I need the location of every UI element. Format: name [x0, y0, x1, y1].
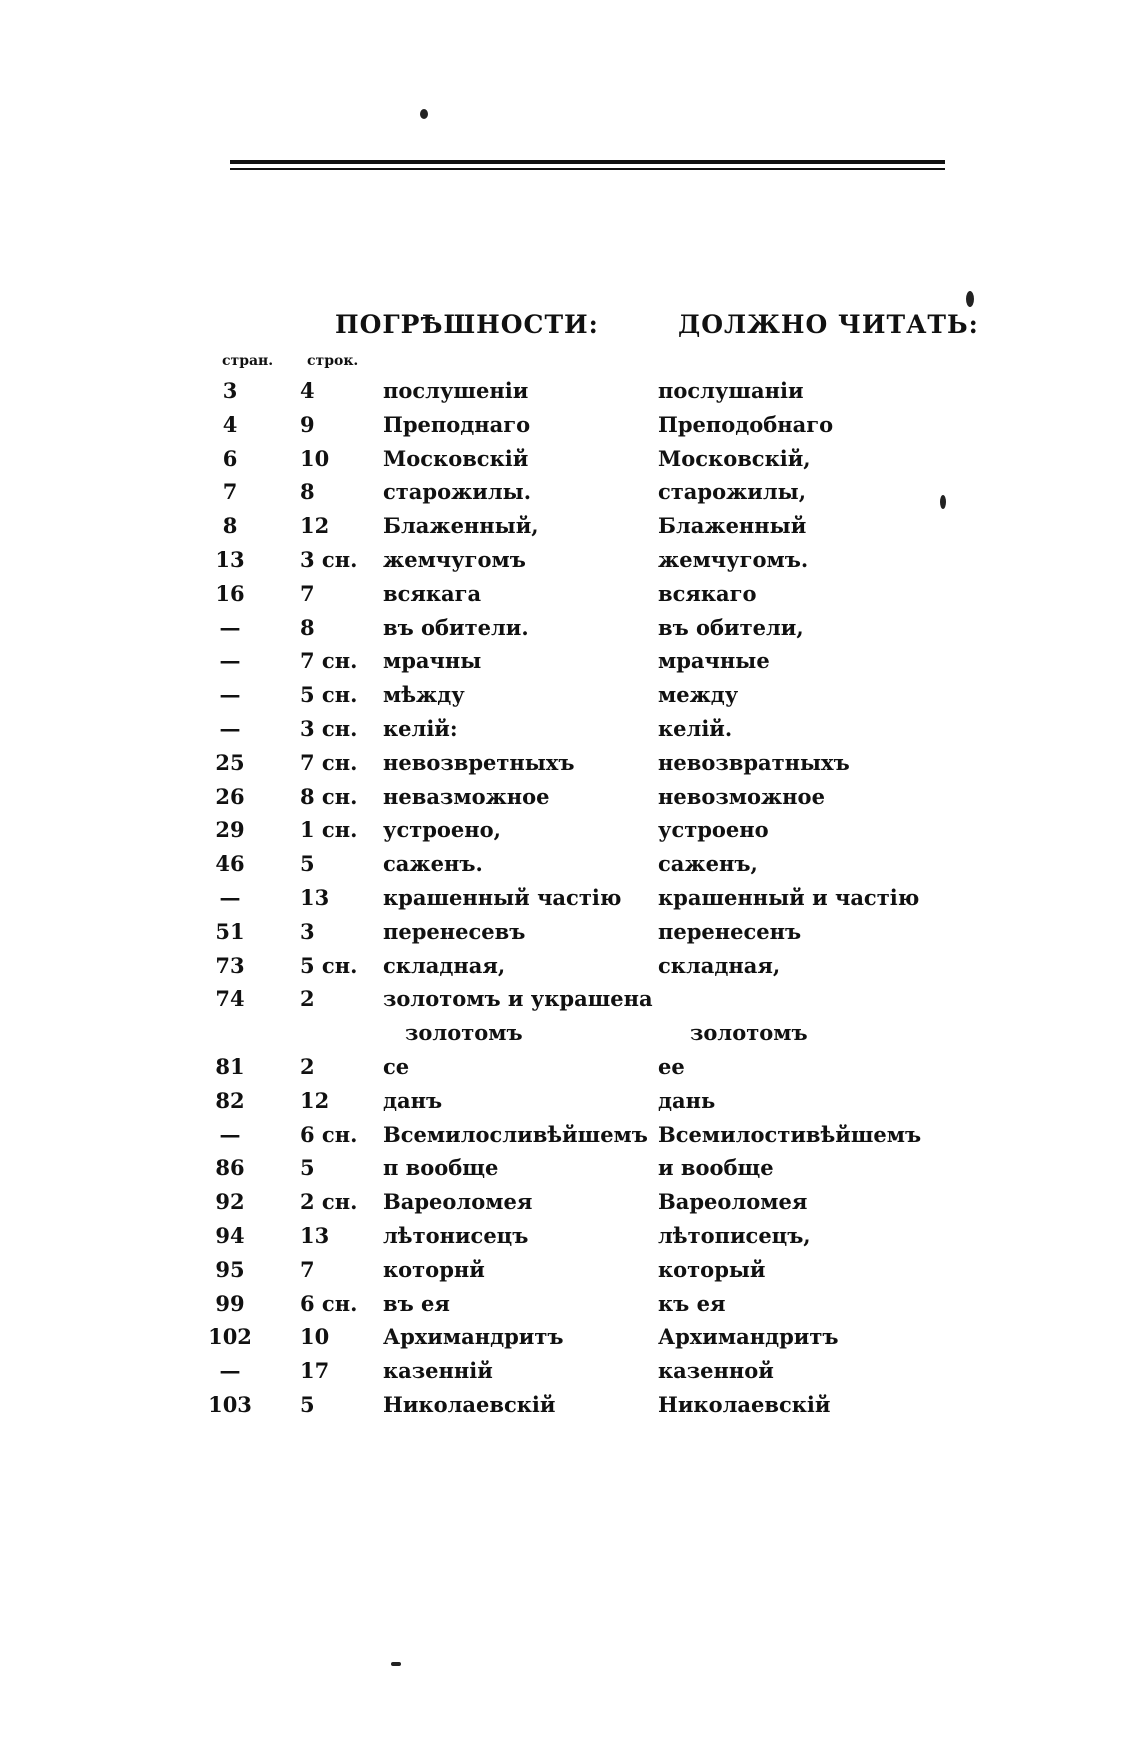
- row-correct-text: келiй.: [658, 715, 733, 741]
- row-error-text: Московскiй: [383, 445, 529, 471]
- errata-row: [0, 677, 1140, 711]
- row-page-number: 95: [215, 1256, 245, 1282]
- row-line-number: 8 сн.: [300, 783, 358, 809]
- row-correct-text: золотомъ: [690, 1020, 808, 1046]
- row-correct-text: Преподобнаго: [658, 411, 834, 437]
- errata-row: [0, 1117, 1140, 1151]
- row-page-number: 6: [222, 445, 238, 471]
- row-line-number: 2: [300, 1053, 315, 1079]
- row-line-number: 5: [300, 1391, 315, 1417]
- row-page-number: —: [219, 1121, 241, 1147]
- row-error-text: Блаженный,: [383, 513, 539, 539]
- row-page-number: —: [219, 648, 241, 674]
- row-line-number: 10: [300, 1324, 330, 1350]
- row-correct-text: перенесенъ: [658, 918, 802, 944]
- errata-row: [0, 711, 1140, 745]
- row-page-number: 103: [208, 1391, 252, 1417]
- row-correct-text: Всемилостивѣйшемъ: [658, 1121, 922, 1147]
- errata-row: [0, 1252, 1140, 1286]
- row-page-number: 4: [222, 411, 238, 437]
- row-page-number: 94: [215, 1222, 245, 1248]
- row-line-number: 12: [300, 1087, 330, 1113]
- row-page-number: 26: [215, 783, 245, 809]
- ink-speck: [966, 291, 974, 307]
- row-correct-text: саженъ,: [658, 851, 758, 877]
- row-page-number: 86: [215, 1155, 245, 1181]
- row-line-number: 13: [300, 1222, 330, 1248]
- errata-row: [0, 441, 1140, 475]
- row-error-text: се: [383, 1053, 410, 1079]
- row-line-number: 2: [300, 986, 315, 1012]
- errata-row: [0, 880, 1140, 914]
- row-correct-text: Архимандритъ: [658, 1324, 839, 1350]
- row-page-number: —: [219, 884, 241, 910]
- row-correct-text: ее: [658, 1053, 685, 1079]
- row-error-text: всякага: [383, 580, 482, 606]
- row-correct-text: Московскiй,: [658, 445, 811, 471]
- errata-row: [0, 1049, 1140, 1083]
- errata-row: [0, 779, 1140, 813]
- errata-row: [0, 914, 1140, 948]
- errata-row: [0, 745, 1140, 779]
- row-page-number: 29: [215, 817, 245, 843]
- row-error-text: невазможное: [383, 783, 550, 809]
- row-page-number: 51: [215, 918, 245, 944]
- errata-row: [0, 1353, 1140, 1387]
- row-error-text: п вообще: [383, 1155, 499, 1181]
- row-error-text: казенній: [383, 1358, 493, 1384]
- row-line-number: 8: [300, 614, 315, 640]
- errata-row: [0, 508, 1140, 542]
- row-correct-text: дань: [658, 1087, 716, 1113]
- row-page-number: 16: [215, 580, 245, 606]
- errata-row: [0, 1184, 1140, 1218]
- row-error-text: старожилы.: [383, 479, 532, 505]
- row-correct-text: устроено: [658, 817, 769, 843]
- row-error-text: жемчугомъ: [383, 546, 526, 572]
- errata-row: [0, 643, 1140, 677]
- row-correct-text: къ ея: [658, 1290, 726, 1316]
- row-page-number: 74: [215, 986, 245, 1012]
- row-error-text: данъ: [383, 1087, 443, 1113]
- row-error-text: складная,: [383, 952, 506, 978]
- row-line-number: 6 сн.: [300, 1290, 358, 1316]
- row-correct-text: и вообще: [658, 1155, 774, 1181]
- row-error-text: келiй:: [383, 715, 458, 741]
- row-page-number: 3: [222, 378, 238, 403]
- row-page-number: —: [219, 715, 241, 741]
- row-error-text: которнй: [383, 1256, 485, 1282]
- row-correct-text: Блаженный: [658, 513, 807, 539]
- errata-row: [0, 610, 1140, 644]
- errata-row: [0, 474, 1140, 508]
- row-correct-text: Вареоломея: [658, 1189, 808, 1215]
- row-correct-text: который: [658, 1256, 766, 1282]
- errata-row: [0, 948, 1140, 982]
- row-correct-text: невозможное: [658, 783, 825, 809]
- errata-row: [0, 1218, 1140, 1252]
- row-page-number: 82: [215, 1087, 245, 1113]
- row-line-number: 5: [300, 851, 315, 877]
- row-correct-text: казенной: [658, 1358, 774, 1384]
- row-line-number: 5: [300, 1155, 315, 1181]
- row-page-number: —: [219, 614, 241, 640]
- row-page-number: 46: [215, 851, 245, 877]
- row-error-text: лѣтонисецъ: [383, 1222, 529, 1248]
- row-error-text: устроено,: [383, 817, 501, 843]
- row-line-number: 4: [300, 378, 315, 403]
- header-rule-thin: [230, 168, 945, 170]
- errata-row: [0, 1319, 1140, 1353]
- row-line-number: 9: [300, 411, 315, 437]
- row-error-text: золотомъ: [405, 1020, 523, 1046]
- row-page-number: 25: [215, 749, 245, 775]
- errors-heading: ПОГРѢШНОСТИ:: [335, 310, 599, 339]
- header-rule: [230, 160, 945, 164]
- ink-speck: [420, 109, 428, 119]
- errata-row: [0, 576, 1140, 610]
- errata-table: [0, 373, 1140, 1421]
- row-error-text: въ ея: [383, 1290, 450, 1316]
- row-error-text: Преподнаго: [383, 411, 531, 437]
- row-error-text: Вареоломея: [383, 1189, 533, 1215]
- row-page-number: 8: [222, 513, 238, 539]
- errata-row: [0, 1083, 1140, 1117]
- row-page-number: 81: [215, 1053, 245, 1079]
- row-line-number: 13: [300, 884, 330, 910]
- row-correct-text: послушанiи: [658, 378, 804, 403]
- errata-row: [0, 542, 1140, 576]
- row-line-number: 3 сн.: [300, 715, 358, 741]
- errata-row: [0, 846, 1140, 880]
- row-correct-text: невозвратныхъ: [658, 749, 850, 775]
- row-error-text: саженъ.: [383, 851, 483, 877]
- errata-row: [0, 1286, 1140, 1320]
- row-error-text: невозвретныхъ: [383, 749, 575, 775]
- row-error-text: золотомъ и украшена: [383, 986, 653, 1012]
- row-line-number: 3: [300, 918, 315, 944]
- row-correct-text: Николаевскій: [658, 1391, 831, 1417]
- row-line-number: 8: [300, 479, 315, 505]
- row-correct-text: жемчугомъ.: [658, 546, 809, 572]
- row-page-number: —: [219, 682, 241, 708]
- row-line-number: 6 сн.: [300, 1121, 358, 1147]
- line-column-heading: строк.: [307, 353, 359, 369]
- errata-row: [0, 1150, 1140, 1184]
- row-page-number: 13: [215, 546, 245, 572]
- row-line-number: 1 сн.: [300, 817, 358, 843]
- row-page-number: 7: [222, 479, 238, 505]
- row-correct-text: между: [658, 682, 739, 708]
- row-error-text: перенесевъ: [383, 918, 526, 944]
- row-correct-text: старожилы,: [658, 479, 807, 505]
- row-correct-text: мрачные: [658, 648, 770, 674]
- row-error-text: Архимандритъ: [383, 1324, 564, 1350]
- row-error-text: Николаевскій: [383, 1391, 556, 1417]
- row-line-number: 3 сн.: [300, 546, 358, 572]
- row-correct-text: всякаго: [658, 580, 757, 606]
- row-error-text: въ обители.: [383, 614, 529, 640]
- row-page-number: 73: [215, 952, 245, 978]
- errata-row: [0, 812, 1140, 846]
- row-error-text: мѣжду: [383, 682, 465, 708]
- row-line-number: 17: [300, 1358, 330, 1384]
- row-error-text: крашенный частiю: [383, 884, 622, 910]
- row-error-text: послушенiи: [383, 378, 529, 403]
- errata-row: [0, 1387, 1140, 1421]
- row-correct-text: въ обители,: [658, 614, 804, 640]
- row-error-text: мрачны: [383, 648, 482, 674]
- row-line-number: 5 сн.: [300, 952, 358, 978]
- errata-row: [0, 407, 1140, 441]
- row-error-text: Всемилосливѣйшемъ: [383, 1121, 648, 1147]
- row-line-number: 7: [300, 580, 315, 606]
- row-line-number: 7: [300, 1256, 315, 1282]
- errata-row: [0, 981, 1140, 1015]
- row-line-number: 10: [300, 445, 330, 471]
- row-correct-text: складная,: [658, 952, 781, 978]
- row-page-number: 102: [208, 1324, 252, 1350]
- errata-row: [0, 1015, 1140, 1049]
- row-line-number: 12: [300, 513, 330, 539]
- row-page-number: —: [219, 1358, 241, 1384]
- errata-row: [0, 373, 1140, 407]
- row-page-number: 92: [215, 1189, 245, 1215]
- correct-heading: ДОЛЖНО ЧИТАТЬ:: [678, 310, 979, 339]
- row-line-number: 7 сн.: [300, 648, 358, 674]
- row-line-number: 7 сн.: [300, 749, 358, 775]
- row-page-number: 99: [215, 1290, 245, 1316]
- row-line-number: 5 сн.: [300, 682, 358, 708]
- row-line-number: 2 сн.: [300, 1189, 358, 1215]
- row-correct-text: крашенный и частiю: [658, 884, 920, 910]
- page-column-heading: стран.: [222, 353, 274, 369]
- row-correct-text: лѣтописецъ,: [658, 1222, 811, 1248]
- ink-speck: [391, 1662, 401, 1666]
